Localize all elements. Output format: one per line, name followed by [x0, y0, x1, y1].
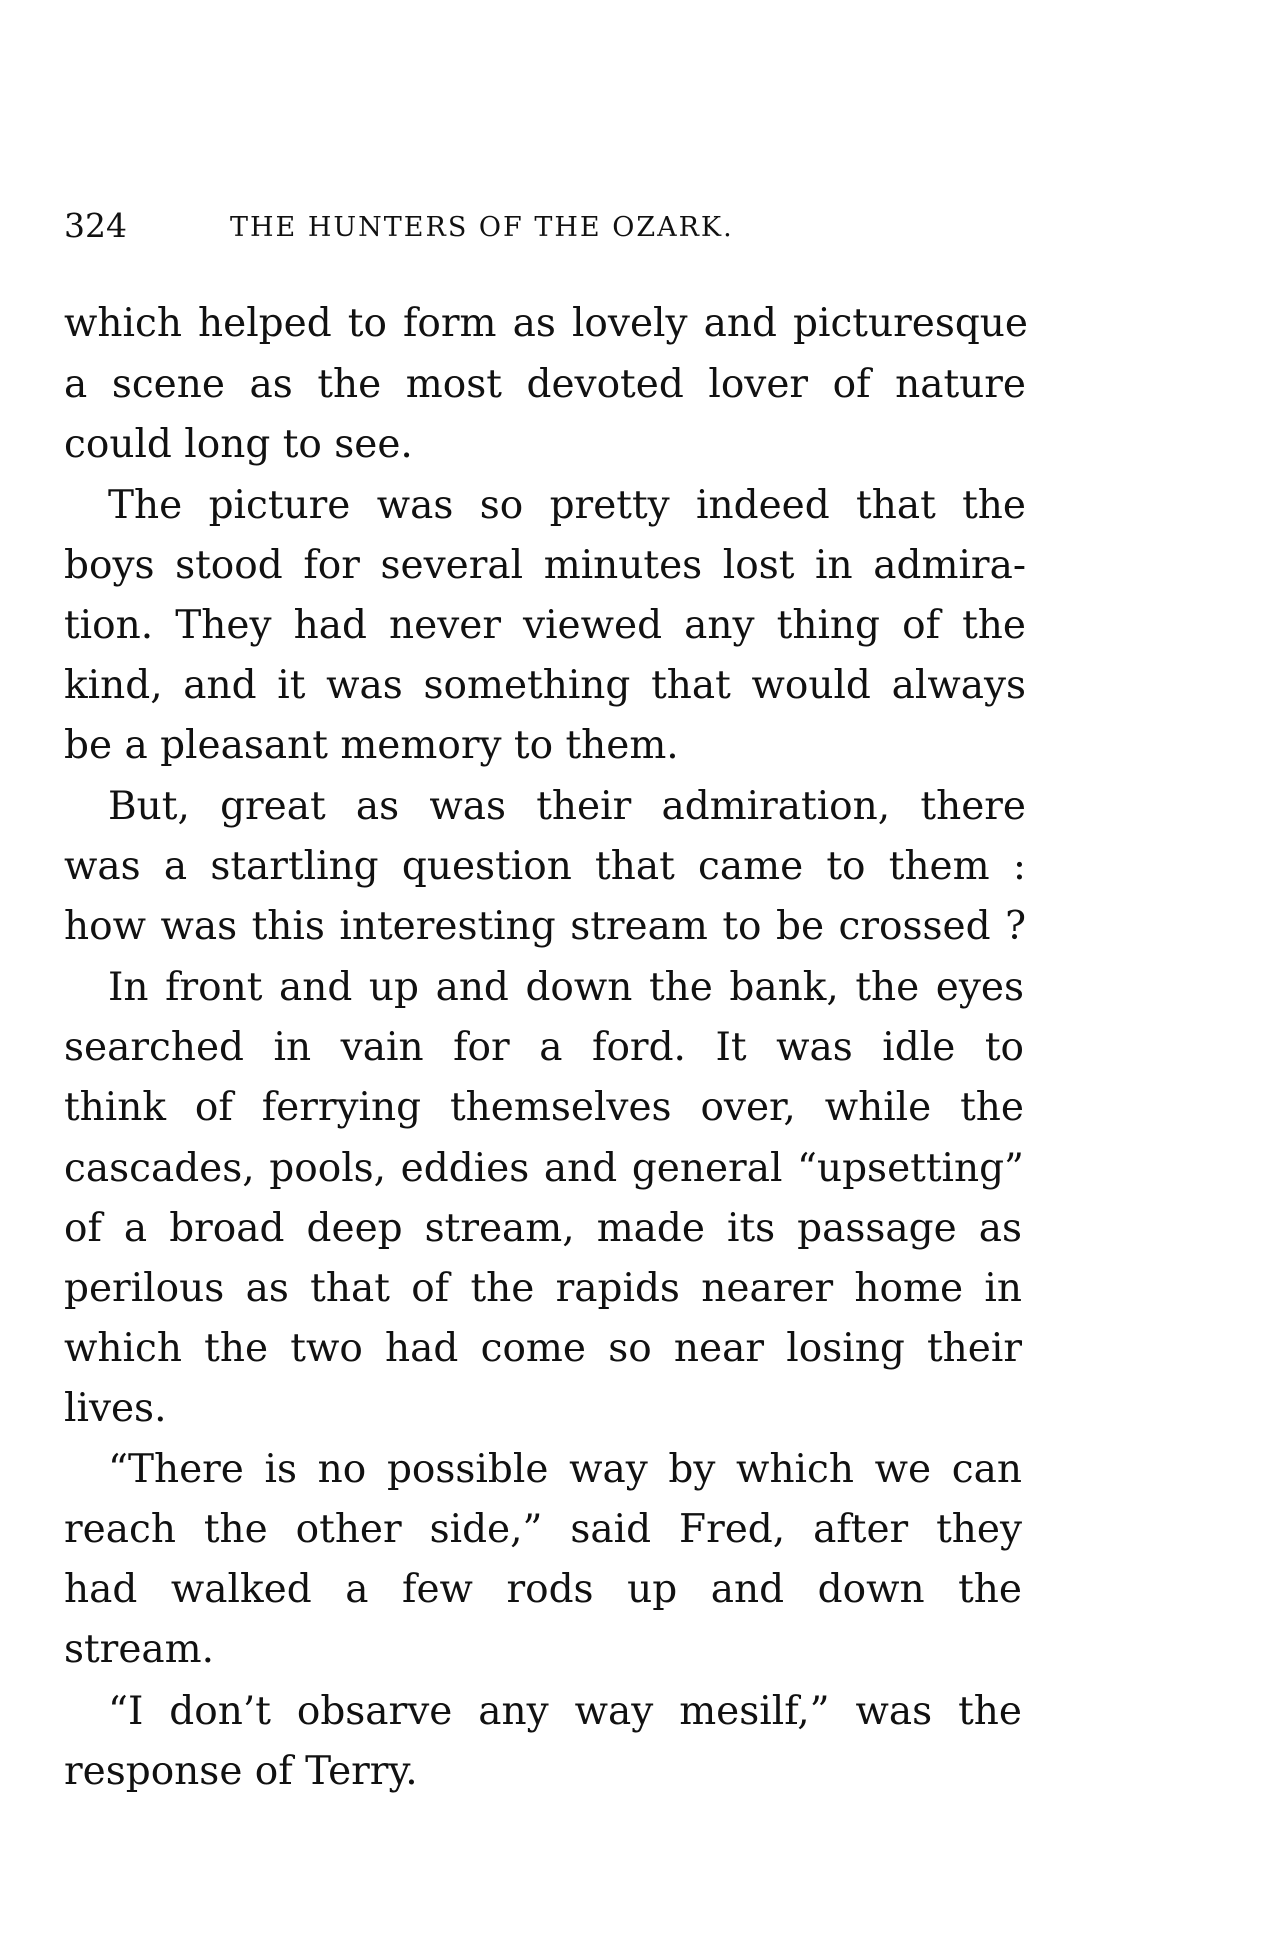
text-line: of a broad deep stream, made its passage as [64, 1206, 1022, 1251]
text-line: response of Terry. [64, 1749, 418, 1794]
text-line: how was this interesting stream to be crossed ? [64, 904, 1026, 949]
text-line: perilous as that of the rapids nearer home in [64, 1266, 1022, 1311]
text-line: The picture was so pretty indeed that the [108, 483, 1026, 528]
text-line: could long to see. [64, 422, 413, 467]
text-line: lives. [64, 1386, 167, 1431]
text-line: searched in vain for a ford. It was idle to [64, 1025, 1024, 1070]
text-line: stream. [64, 1627, 215, 1672]
text-line: kind, and it was something that would always [64, 663, 1026, 708]
text-line: boys stood for several minutes lost in admira- [64, 543, 1026, 588]
text-line: a scene as the most devoted lover of nature [64, 362, 1026, 407]
text-line: “I don’t obsarve any way mesilf,” was the [108, 1689, 1022, 1734]
page-header [64, 204, 854, 248]
text-line: tion. They had never viewed any thing of the [64, 603, 1026, 648]
text-line: think of ferrying themselves over, while the [64, 1085, 1024, 1130]
text-line: “There is no possible way by which we can [108, 1447, 1022, 1492]
text-line: was a startling question that came to them : [64, 844, 1026, 889]
text-line: be a pleasant memory to them. [64, 723, 679, 768]
text-line: But, great as was their admiration, there [108, 784, 1026, 829]
text-line: In front and up and down the bank, the eyes [108, 965, 1024, 1010]
text-line: which helped to form as lovely and picturesque [64, 301, 1028, 346]
text-line: had walked a few rods up and down the [64, 1567, 1022, 1612]
page-number: 324 [64, 206, 127, 245]
text-line: which the two had come so near losing their [64, 1326, 1022, 1371]
text-line: cascades, pools, eddies and general “upsetting” [64, 1146, 1024, 1191]
running-title: THE HUNTERS OF THE OZARK. [230, 212, 734, 243]
text-line: reach the other side,” said Fred, after they [64, 1507, 1022, 1552]
